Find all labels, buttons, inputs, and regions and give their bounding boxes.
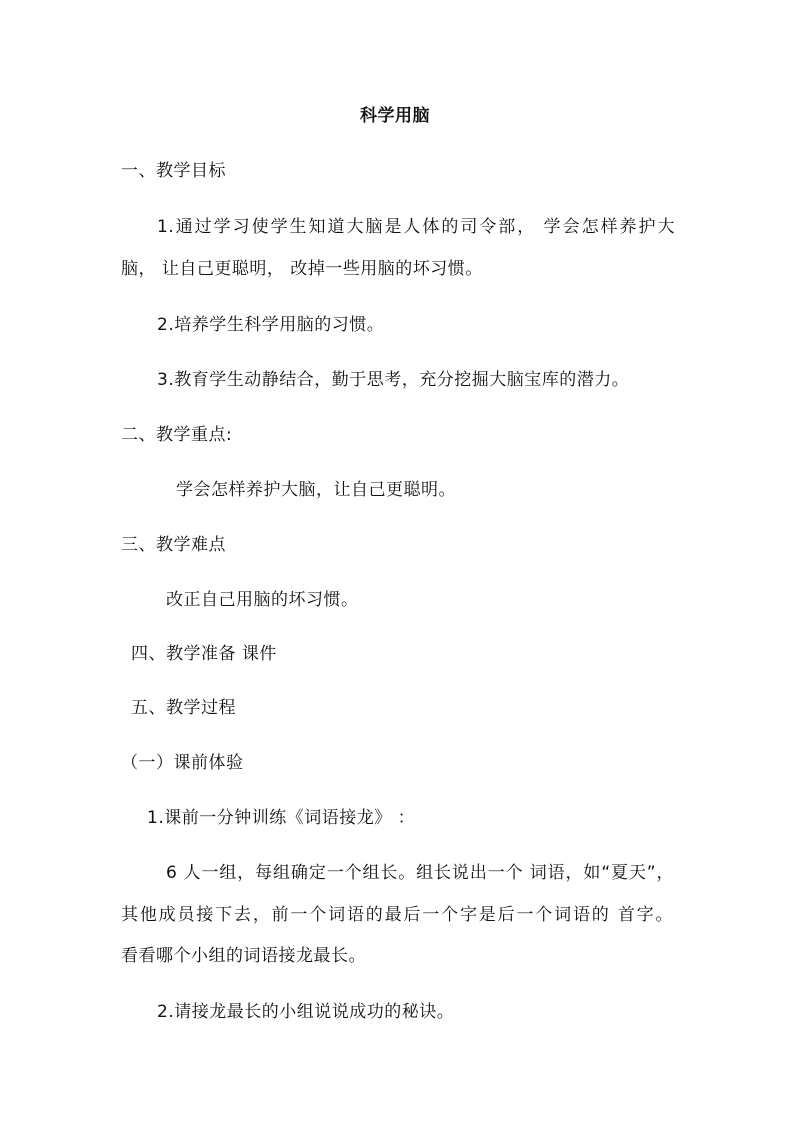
key-heading: 二、教学重点: <box>121 425 233 445</box>
step-1-desc-line-1: 6 人一组，每组确定一个组长。组长说出一个 词语，如“夏天”， <box>166 863 674 883</box>
goals-heading: 一、教学目标 <box>121 161 226 181</box>
key-point: 学会怎样养护大脑，让自己更聪明。 <box>176 480 456 500</box>
sub-heading-1: （一）课前体验 <box>121 753 244 773</box>
document-title: 科学用脑 <box>360 106 430 126</box>
step-1: 1.课前一分钟训练《词语接龙》 ： <box>147 808 416 828</box>
step-1-desc-line-2: 其他成员接下去，前一个词语的最后一个字是后一个词语的 首字。 <box>121 905 673 925</box>
goal-1-line-2: 脑， 让自己更聪明， 改掉一些用脑的坏习惯。 <box>121 259 483 279</box>
difficulty-heading: 三、教学难点 <box>121 535 226 555</box>
goal-1-line-1: 1.通过学习使学生知道大脑是人体的司令部， 学会怎样养护大 <box>157 217 675 237</box>
prep-heading: 四、教学准备 课件 <box>131 644 277 664</box>
difficulty-point: 改正自己用脑的坏习惯。 <box>166 590 359 610</box>
step-1-desc-line-3: 看看哪个小组的词语接龙最长。 <box>121 946 366 966</box>
process-heading: 五、教学过程 <box>131 698 236 718</box>
goal-3: 3.教育学生动静结合，勤于思考，充分挖掘大脑宝库的潜力。 <box>157 370 630 390</box>
goal-2: 2.培养学生科学用脑的习惯。 <box>157 315 385 335</box>
step-2: 2.请接龙最长的小组说说成功的秘诀。 <box>157 1002 455 1022</box>
